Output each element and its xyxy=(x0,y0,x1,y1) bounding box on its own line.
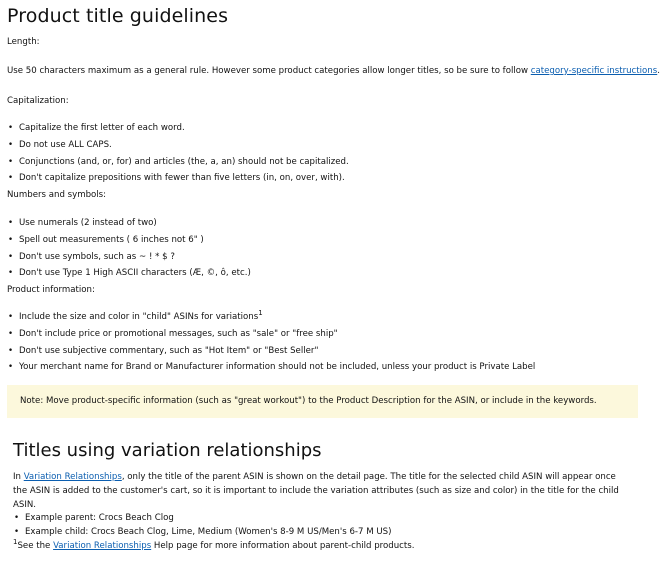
footnote-marker: 1 xyxy=(258,309,263,317)
list-item-text: Example child: Crocs Beach Clog, Lime, Medium (Women's 8-9 M US/Men's 6-7 M US) xyxy=(25,527,392,537)
list-item-text: Use numerals (2 instead of two) xyxy=(19,218,157,228)
bullet-icon: • xyxy=(8,328,14,339)
footnote-before: See the xyxy=(17,541,54,551)
list-item xyxy=(7,346,535,363)
list-item xyxy=(13,513,391,527)
bullet-icon: • xyxy=(8,173,14,184)
length-text-before: Use 50 characters maximum as a general rule. However some product categories allow longer titles, so be sure to follow xyxy=(7,66,531,76)
list-item xyxy=(7,218,251,235)
numbers-list xyxy=(7,218,251,285)
variation-paragraph xyxy=(13,470,628,512)
list-item xyxy=(7,362,535,379)
numbers-label: Numbers and symbols: xyxy=(7,190,107,200)
capitalization-list xyxy=(7,123,349,190)
list-item-text: Conjunctions (and, or, for) and articles (the, a, an) should not be capitalized. xyxy=(19,156,349,167)
variation-para-rest: , only the title of the parent ASIN is shown on the detail page. The title for the selected child ASIN will appear once the ASIN is added to the customer's cart, so it is important to include the variation attributes (such as size and color) in the title for the child ASIN. xyxy=(13,472,619,510)
bullet-icon: • xyxy=(14,513,20,523)
product-info-list xyxy=(7,309,536,379)
footnote-after: Help page for more information about parent-child products. xyxy=(151,541,415,551)
footnote-marker: 1 xyxy=(13,538,18,546)
list-item xyxy=(7,173,349,190)
length-text-after: . xyxy=(657,66,660,76)
list-item-text: Do not use ALL CAPS. xyxy=(19,139,112,150)
list-item xyxy=(7,252,251,269)
list-item-text: Include the size and color in "child" ASINs for variations xyxy=(19,312,259,322)
list-item xyxy=(7,123,349,140)
list-item xyxy=(7,235,251,252)
bullet-icon: • xyxy=(8,268,14,279)
bullet-icon: • xyxy=(8,218,14,228)
note-text: Note: Move product-specific information (such as "great workout") to the Product Description for the ASIN, or include in the keywords. xyxy=(20,396,597,406)
list-item-text: Don't use Type 1 High ASCII characters (Æ, ©, ô, etc.) xyxy=(19,268,251,279)
list-item-text: Spell out measurements ( 6 inches not 6" ) xyxy=(19,234,204,245)
note-box xyxy=(7,385,638,418)
list-item-text: Don't capitalize prepositions with fewer than five letters (in, on, over, with). xyxy=(19,173,345,184)
bullet-icon: • xyxy=(8,234,14,245)
variation-para-prefix: In xyxy=(13,472,24,482)
bullet-icon: • xyxy=(8,362,14,373)
capitalization-label: Capitalization: xyxy=(7,96,69,106)
variation-relationships-link[interactable]: Variation Relationships xyxy=(23,472,122,482)
list-item-text: Your merchant name for Brand or Manufacturer information should not be included, unless your product is Private Label xyxy=(19,362,536,373)
variation-examples-list xyxy=(13,513,391,541)
length-text xyxy=(7,66,660,77)
list-item xyxy=(13,527,391,541)
length-label: Length: xyxy=(7,37,40,47)
list-item-text: Example parent: Crocs Beach Clog xyxy=(25,513,174,523)
product-info-label: Product information: xyxy=(7,285,95,295)
list-item-text: Don't use symbols, such as ~ ! * $ ? xyxy=(19,251,175,262)
category-specific-instructions-link[interactable]: category-specific instructions xyxy=(530,66,658,76)
variation-relationships-help-link[interactable]: Variation Relationships xyxy=(53,541,152,551)
bullet-icon: • xyxy=(8,156,14,167)
bullet-icon: • xyxy=(8,312,14,322)
list-item-text: Don't use subjective commentary, such as "Hot Item" or "Best Seller" xyxy=(19,345,319,356)
list-item xyxy=(7,157,349,174)
list-item xyxy=(7,329,535,346)
list-item xyxy=(7,268,251,285)
bullet-icon: • xyxy=(14,527,20,537)
variation-heading: Titles using variation relationships xyxy=(13,440,322,461)
bullet-icon: • xyxy=(8,345,14,356)
bullet-icon: • xyxy=(8,139,14,150)
footnote xyxy=(13,538,415,552)
page-title: Product title guidelines xyxy=(7,5,229,27)
bullet-icon: • xyxy=(8,123,14,133)
list-item-text: Capitalize the first letter of each word. xyxy=(19,123,185,133)
list-item-text: Don't include price or promotional messages, such as "sale" or "free ship" xyxy=(19,328,338,339)
list-item xyxy=(7,140,349,157)
bullet-icon: • xyxy=(8,251,14,262)
list-item xyxy=(7,309,535,329)
